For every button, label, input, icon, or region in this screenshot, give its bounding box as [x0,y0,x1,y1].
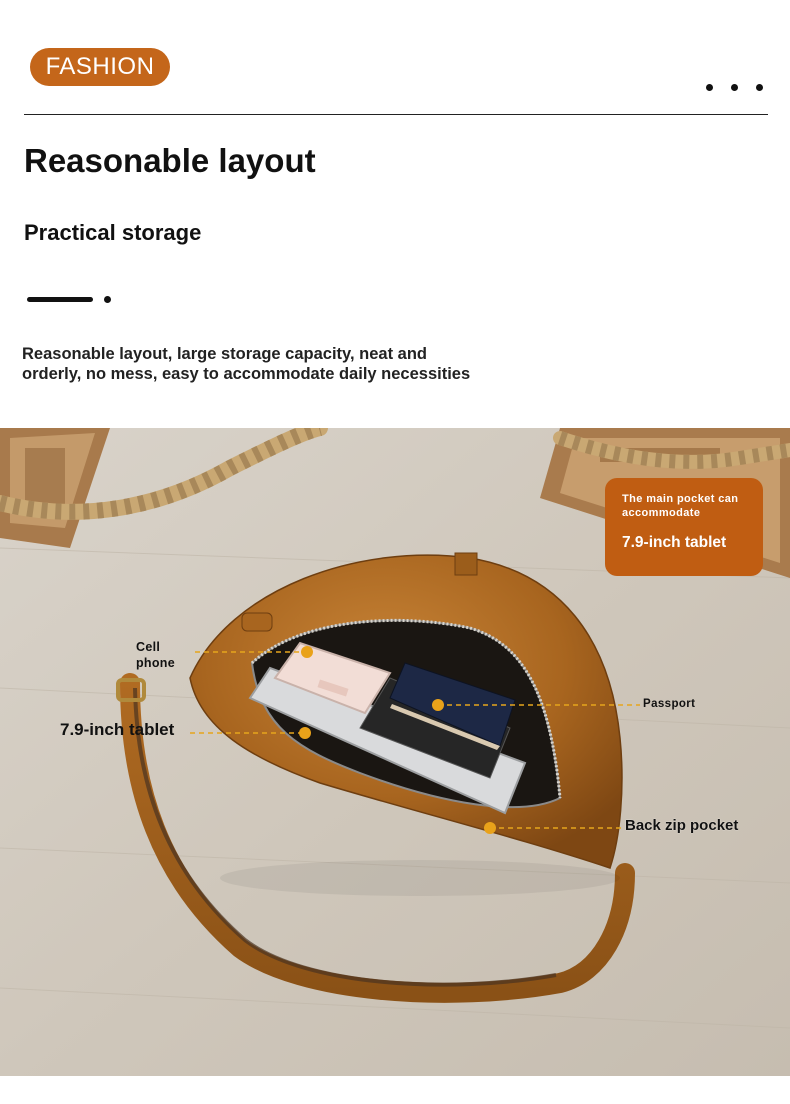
label-cell-line-1: Cell [136,640,161,654]
label-back-zip-pocket: Back zip pocket [625,817,739,834]
marker-cell-phone [301,646,313,658]
label-cell-line-2: phone [136,656,175,670]
description [22,344,542,384]
main-pocket-callout [605,478,763,576]
description-line-1: Reasonable layout, large storage capacity, neat and [22,345,427,363]
page-subtitle: Practical storage [24,220,202,245]
marker-passport [432,699,444,711]
fashion-badge: FASHION [30,48,170,86]
callout-line-1: The main pocket can [622,493,739,505]
callout-line-2: accommodate [622,507,701,519]
header-divider [24,114,768,115]
page-title: Reasonable layout [24,142,316,179]
callout-highlight: 7.9-inch tablet [622,534,727,551]
decor-dot [104,296,111,303]
decor-dash [27,297,93,302]
label-cell-phone [136,639,175,671]
label-passport: Passport [643,698,696,710]
marker-back-zip [484,822,496,834]
label-tablet: 7.9-inch tablet [60,720,175,739]
marker-tablet [299,727,311,739]
more-dots-icon[interactable] [706,84,763,91]
description-line-2: orderly, no mess, easy to accommodate daily necessities [22,365,471,383]
